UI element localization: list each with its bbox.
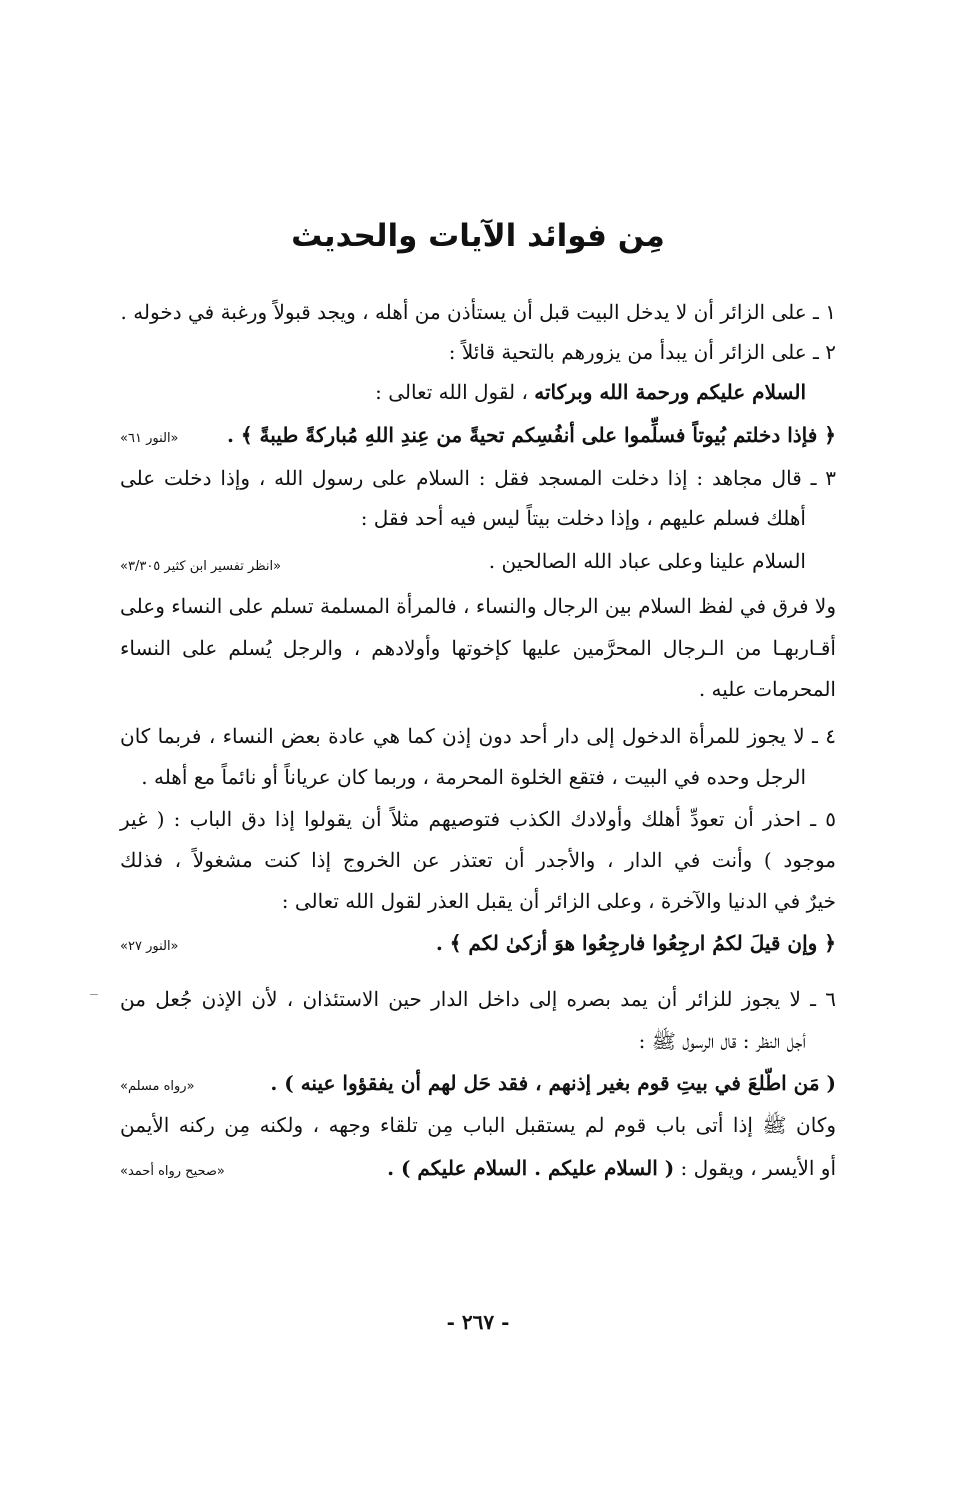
item-6-continuation: أجل النظر : قال الرسول ﷺ : [638, 1029, 806, 1053]
item-1-line: ١ ـ على الزائر أن لا يدخل البيت قبل أن يستأذن من أهله ، ويجد قبولاً ورغبة في دخوله . [120, 300, 836, 324]
greeting-line [120, 372, 806, 412]
greeting-citation-intro: ، لقول الله تعالى : [375, 380, 528, 404]
verse-an-nur-61: ﴿ فإذا دخلتم بُيوتاً فسلِّموا على أنفُسِكم تحيةً من عِندِ اللهِ مُباركةً طيبةً ﴾ . [226, 423, 836, 447]
item-4-continuation: الرجل وحده في البيت ، فتقع الخلوة المحرمة ، وربما كان عرياناً أو نائماً مع أهله . [141, 765, 806, 789]
margin-mark [90, 994, 98, 995]
item-5-continuation: خيرٌ في الدنيا والآخرة ، وعلى الزائر أن يقبل العذر لقول الله تعالى : [281, 889, 836, 913]
reference-ibn-kathir: «انظر تفسير ابن كثير ٣/٣٠٥» [120, 559, 282, 574]
item-4-line: ٤ ـ لا يجوز للمرأة الدخول إلى دار أحد دون إذن كما هي عادة بعض النساء ، فربما كان [120, 724, 836, 748]
paragraph-line: ولا فرق في لفظ السلام بين الرجال والنساء ، فالمرأة المسلمة تسلم على النساء وعلى [120, 594, 836, 618]
reference-ahmad: «صحيح رواه أحمد» [120, 1164, 225, 1179]
verse-an-nur-27: ﴿ وإن قيلَ لكمُ ارجِعُوا فارجِعُوا هوَ أزكىٰ لكم ﴾ . [435, 931, 836, 955]
paragraph-line: أقـاربهـا من الـرجال المحرَّمين عليها كإخوتها وأولادهم ، والرجل يُسلم على النساء [120, 636, 836, 660]
text-segment: أو الأيسر ، ويقول : [680, 1156, 836, 1180]
item-5-continuation: موجود ) وأنت في الدار ، والأجدر أن تعتذر عن الخروج إذا كنت مشغولاً ، فذلك [120, 848, 836, 872]
page-number: - ٢٦٧ - [446, 1310, 510, 1334]
reference-an-nur-27: «النور ٢٧» [120, 939, 179, 954]
item-3-continuation: أهلك فسلم عليهم ، وإذا دخلت بيتاً ليس فيه أحد فقل : [360, 506, 806, 530]
greeting-quote: ( السلام عليكم . السلام عليكم ) . [387, 1156, 675, 1180]
paragraph-line: وكان ﷺ إذا أتى باب قوم لم يستقبل الباب مِن تلقاء وجهه ، ولكنه مِن ركنه الأيمن [120, 1113, 836, 1137]
reference-muslim: «رواه مسلم» [120, 1079, 195, 1094]
item-3-greeting: السلام علينا وعلى عباد الله الصالحين . [488, 549, 806, 573]
item-3-line: ٣ ـ قال مجاهد : إذا دخلت المسجد فقل : السلام على رسول الله ، وإذا دخلت على [120, 466, 836, 490]
item-5-line: ٥ ـ احذر أن تعودِّ أهلك وأولادك الكذب فتوصيهم مثلاً أن يقولوا إذا دق الباب : ( غير [120, 807, 837, 831]
page-title: مِن فوائد الآيات والحديث [291, 218, 665, 254]
item-6-line: ٦ ـ لا يجوز للزائر أن يمد بصره إلى داخل الدار حين الاستئذان ، لأن الإذن جُعل من [120, 987, 836, 1011]
reference-an-nur-61: «النور ٦١» [120, 431, 179, 446]
paragraph-line [120, 1148, 836, 1188]
greeting-text: السلام عليكم ورحمة الله وبركاته [534, 380, 806, 404]
item-2-line: ٢ ـ على الزائر أن يبدأ من يزورهم بالتحية قائلاً : [448, 340, 836, 364]
hadith-muslim: ( مَن اطّلعَ في بيتِ قوم بغير إذنهم ، فقد حَل لهم أن يفقؤوا عينه ) . [270, 1071, 836, 1095]
paragraph-line: المحرمات عليه . [698, 677, 836, 701]
